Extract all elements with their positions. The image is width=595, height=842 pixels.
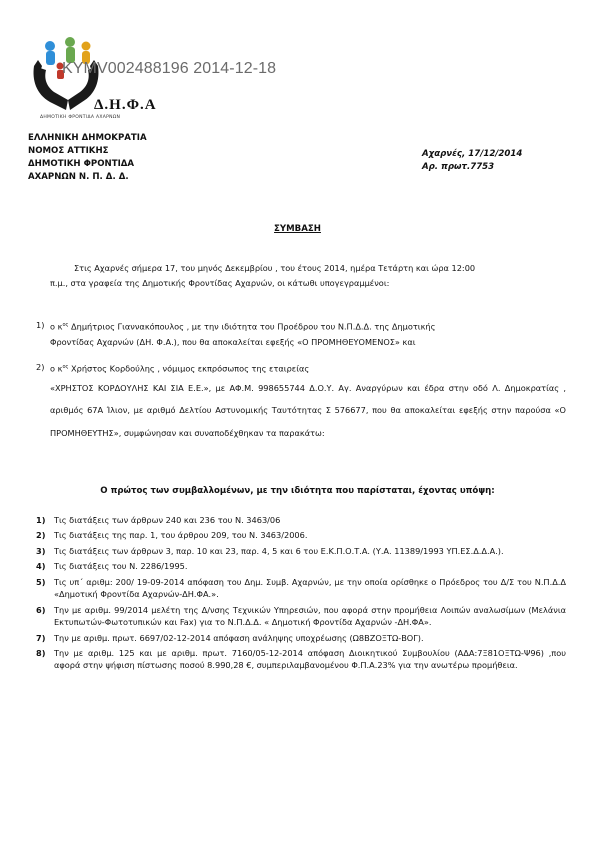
issuer-line: ΔΗΜΟΤΙΚΗ ΦΡΟΝΤΙΔΑ	[28, 159, 135, 169]
list-item	[36, 514, 566, 526]
considerations-heading: Ο πρώτος των συμβαλλομένων, με την ιδιότητα που παρίσταται, έχοντας υπόψη:	[100, 486, 495, 496]
document-title: ΣΥΜΒΑΣΗ	[274, 224, 321, 234]
list-item-text: Τις διατάξεις του Ν. 2286/1995.	[54, 561, 188, 572]
list-item-number: 8)	[36, 647, 46, 658]
party-line: Φροντίδας Αχαρνών (ΔΗ. Φ.Α.), που θα αποκαλείται εφεξής «Ο ΠΡΟΜΗΘΕΥΟΜΕΝΟΣ» και	[50, 336, 416, 347]
protocol-number: Αρ. πρωτ.7753	[422, 162, 495, 172]
list-item-number: 5)	[36, 576, 46, 587]
document-watermark: ΚΥΜV002488196 2014-12-18	[62, 60, 277, 77]
list-item-text: Τις υπ΄ αριθμ: 200/ 19-09-2014 απόφαση του Δημ. Συμβ. Αχαρνών, με την οποία ορίσθηκε ο Πρόεδρος του Δ/Σ του Ν.Π.Δ.Δ «Δημοτική Φροντίδα Αχαρνών-ΔΗ.ΦΑ.».	[54, 576, 566, 600]
issuer-line: ΕΛΛΗΝΙΚΗ ΔΗΜΟΚΡΑΤΙΑ	[28, 133, 147, 143]
party-prefix: ο κ	[50, 321, 63, 332]
list-item	[36, 647, 566, 672]
list-item-number: 1)	[36, 515, 46, 525]
list-item-text: Τις διατάξεις των άρθρων 240 και 236 του Ν. 3463/06	[54, 515, 281, 525]
issuer-line: ΑΧΑΡΝΩΝ Ν. Π. Δ. Δ.	[28, 172, 129, 182]
party-prefix: ο κ	[50, 363, 63, 374]
list-item	[36, 576, 566, 601]
list-item	[36, 604, 566, 629]
list-item-number: 7)	[36, 632, 46, 643]
party-prefix-sup: ος	[62, 322, 69, 328]
intro-line: Στις Αχαρνές σήμερα 17, του μηνός Δεκεμβρίου , του έτους 2014, ημέρα Τετάρτη και ώρα 12:00	[74, 263, 476, 273]
list-item-text: Την με αριθμ. πρωτ. 6697/02-12-2014 απόφαση ανάληψης υποχρέωσης (Ω8ΒΖΟΞΤΩ-ΒΟΓ).	[54, 632, 424, 643]
list-item-number: 2)	[36, 530, 46, 541]
party-line	[50, 360, 566, 377]
considerations-list	[36, 514, 566, 675]
party-details: «ΧΡΗΣΤΟΣ ΚΟΡΔΟΥΛΗΣ ΚΑΙ ΣΙΑ Ε.Ε.», με ΑΦ.Μ. 998655744 Δ.Ο.Υ. Αγ. Αναργύρων και έδρα στην οδό Λ. Δημοκρατίας , αριθμός 67Α Ίλιον, με αριθμό Δελτίου Αστυνομικής Ταυτότητας Σ 576677, που θα αποκαλείται εφεξής στην παρούσα «Ο ΠΡΟΜΗΘΕΥΤΗΣ», συμφώνησαν και συναποδέχθηκαν τα παρακάτω:	[50, 382, 566, 438]
intro-paragraph	[50, 261, 567, 291]
party-number: 2)	[36, 362, 45, 372]
party-one	[36, 318, 566, 350]
list-item-number: 6)	[36, 604, 46, 615]
issuer-header	[28, 132, 147, 184]
party-line	[50, 318, 566, 335]
list-item-text: Τις διατάξεις των άρθρων 3, παρ. 10 και 23, παρ. 4, 5 και 6 του Ε.Κ.Π.Ο.Τ.Α. (Υ.Α. 11389/1993 ΥΠ.ΕΣ.Δ.Δ.Α.).	[54, 545, 504, 556]
list-item	[36, 545, 566, 557]
logo-brand-name: Δ.Η.Φ.Α	[94, 97, 157, 113]
list-item-text: Τις διατάξεις της παρ. 1, του άρθρου 209, του Ν. 3463/2006.	[54, 530, 308, 541]
issuer-line: ΝΟΜΟΣ ΑΤΤΙΚΗΣ	[28, 146, 109, 156]
list-item	[36, 632, 566, 644]
date-protocol-block	[422, 148, 522, 174]
party-number: 1)	[36, 320, 45, 330]
party-two	[36, 360, 566, 444]
party-prefix-sup: ος	[62, 364, 69, 370]
logo-subtitle: ΔΗΜΟΤΙΚΗ ΦΡΟΝΤΙΔΑ ΑΧΑΡΝΩΝ	[40, 115, 121, 120]
list-item-text: Την με αριθμ. 99/2014 μελέτη της Δ/νσης Τεχνικών Υπηρεσιών, που αφορά στην προμήθεια Λοιπών αναλωσίμων (Μελάνια Εκτυπωτών-Φωτοτυπικών και Fax) για το Ν.Π.Δ.Δ. « Δημοτική Φροντίδα Αχαρνών -ΔΗ.ΦΑ».	[54, 604, 566, 628]
list-item	[36, 529, 566, 541]
party-text: Δημήτριος Γιαννακόπουλος , με την ιδιότητα του Προέδρου του Ν.Π.Δ.Δ. της Δημοτικής	[68, 321, 436, 332]
document-date: Αχαρνές, 17/12/2014	[422, 149, 523, 159]
list-item-number: 3)	[36, 545, 46, 556]
intro-line: π.μ., στα γραφεία της Δημοτικής Φροντίδας Αχαρνών, οι κάτωθι υπογεγραμμένοι:	[50, 278, 390, 288]
list-item-text: Την με αριθμ. 125 και με αριθμ. πρωτ. 7160/05-12-2014 απόφαση Διοικητικού Συμβουλίου (ΑΔΑ:7Ξ81ΟΞΤΩ-Ψ96) ,που αφορά στην ψήφιση πίστωσης ποσού 8.990,28 €, συμπεριλαμβανομένου Φ.Π.Α.23% για την ανωτέρω προμήθεια.	[54, 647, 566, 671]
list-item-number: 4)	[36, 561, 46, 572]
list-item	[36, 560, 566, 572]
party-text: Χρήστος Κορδούλης , νόμιμος εκπρόσωπος της εταιρείας	[68, 363, 310, 374]
